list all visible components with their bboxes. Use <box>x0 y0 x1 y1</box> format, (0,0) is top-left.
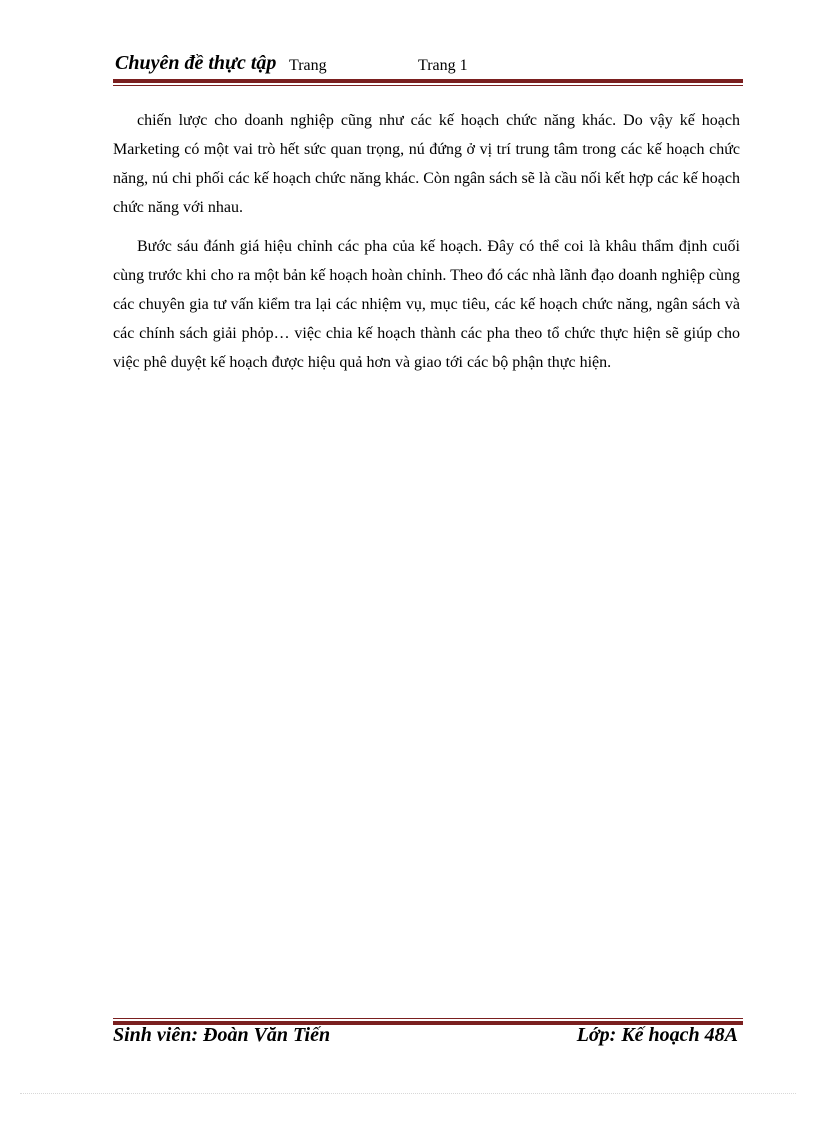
page-header <box>113 52 743 80</box>
footer-student: Sinh viên: Đoàn Văn Tiến <box>113 1024 331 1046</box>
header-trang-label: Trang <box>289 57 327 74</box>
document-body <box>113 106 740 387</box>
paragraph-1: chiến lược cho doanh nghiệp cũng như các kế hoạch chức năng khác. Do vậy kế hoạch Marketing có một vai trò hết sức quan trọng, nú đứng ở vị trí trung tâm trong các kế hoạch chức năng, nú chi phối các kế hoạch chức năng khác. Còn ngân sách sẽ là cầu nối kết hợp các kế hoạch chức năng với nhau. <box>113 112 740 216</box>
page-edge-divider <box>20 1093 796 1094</box>
paragraph-2: Bước sáu đánh giá hiệu chỉnh các pha của kế hoạch. Đây có thể coi là khâu thẩm định cuối cùng trước khi cho ra một bản kế hoạch hoàn chỉnh. Theo đó các nhà lãnh đạo doanh nghiệp cùng các chuyên gia tư vấn kiểm tra lại các nhiệm vụ, mục tiêu, các kế hoạch chức năng, ngân sách và các chính sách giải phỏp… việc chia kế hoạch thành các pha theo tổ chức thực hiện sẽ giúp cho việc phê duyệt kế hoạch được hiệu quả hơn và giao tới các bộ phận thực hiện. <box>113 238 740 371</box>
header-title: Chuyên đề thực tập <box>115 52 277 74</box>
header-page-number: Trang 1 <box>418 57 468 74</box>
header-rule <box>113 79 743 86</box>
footer-class: Lớp: Kế hoạch 48A <box>576 1024 738 1046</box>
